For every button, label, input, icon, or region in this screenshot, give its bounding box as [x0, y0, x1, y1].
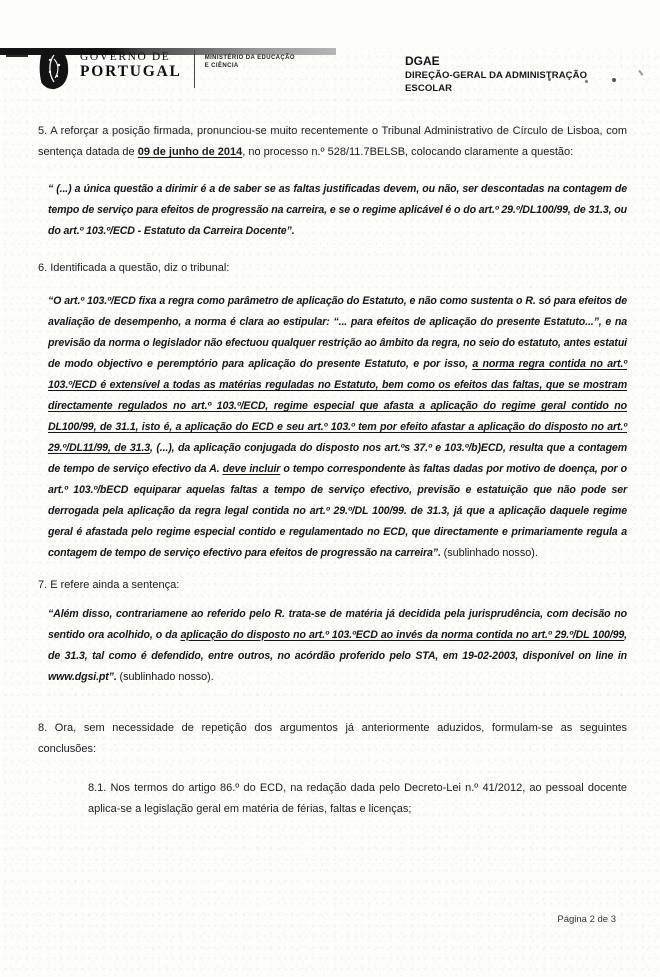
wordmark-line2: PORTUGAL: [80, 63, 182, 80]
quote-block-2: “O art.º 103.º/ECD fixa a regra como parâmetro de aplicação do Estatuto, e não como sustenta o R. só para efeitos de avaliação de desempenho, a norma é clara ao estipular: “... para efeitos de aplicação do presente Estatuto...”, e na previsão da norma o legislador não efectuou qualquer restrição ao âmbito da regra, no seio do estatuto, antes estatui de modo objectivo e peremptório para aplicação do presente Estatuto, e por isso, a norma regra contida no art.º 103.º/ECD é extensível a todas as matérias reguladas no Estatuto, bem como os efeitos das faltas, que se mostram directamente regulados no art.º 103.º/ECD, regime especial que afasta a aplicação do regime geral contido no DL100/99, de 31.1, isto é, a aplicação do ECD e seu art.º 103.º tem por efeito afastar a aplicação do disposto no art.º 29.º/DL11/99, de 31.3, (...), da aplicação conjugada do disposto nos art.ºs 37.º e 103.º/b)ECD, resulta que a contagem de tempo de serviço efectivo da A. deve incluir o tempo correspondente às faltas dadas por motivo de doença, por o art.º 103.º/bECD equiparar aquelas faltas a tempo de serviço efectivo, previsão e estatuição que não pode ser derrogada pela aplicação da regra legal contida no art.º 29.º/DL 100/99. de 31.3, já que a aplicação daquele regime geral é afastada pelo regime especial contido e regulamentado no ECD, que directamente e primariamente regula a contagem de tempo de serviço efectivo para efeitos de progressão na carreira”. (sublinhado nosso).: [48, 295, 627, 559]
quote-block-3: “Além disso, contrariamene ao referido pelo R. trata-se de matéria já decidida pela jurisprudência, com decisão no sentido ora acolhido, o da aplicação do disposto no art.º 103.ºECD ao invés da norma contida no art.º 29.º/DL 100/99, de 31.3, tal como é defendido, entre outros, no acórdão proferido pelo STA, em 19-02-2003, disponível on line in www.dgsi.pt”. (sublinhado nosso).: [48, 607, 627, 683]
paragraph-8: 8. Ora, sem necessidade de repetição dos argumentos já anteriormente aduzidos, formulam-se as seguintes conclusões:: [38, 721, 627, 755]
ministry-label: [205, 48, 295, 70]
paragraph-8-1: 8.1. Nos termos do artigo 86.º do ECD, na redação dada pelo Decreto-Lei n.º 41/2012, ao pessoal docente aplica-se a legislação geral em matéria de férias, faltas e licenças;: [88, 781, 627, 815]
org-abbr: DGAE: [405, 54, 440, 68]
wordmark-line1: GOVERNO DE: [80, 51, 171, 63]
governo-wordmark: [80, 48, 182, 80]
document-header: [38, 48, 627, 100]
scan-artifact-tick: [6, 55, 28, 57]
header-divider: [194, 50, 195, 88]
scan-speck: [639, 70, 644, 76]
quote-block-1: “ (...) a única questão a dirimir é a de saber se as faltas justificadas devem, ou não, ser descontadas na contagem de tempo de serviço para efeitos de progressão na carreira, e se o regime aplicável é o do art.º 29.º/DL100/99, de 31.3, ou do art.º 103.º/ECD - Estatuto da Carreira Docente”.: [48, 183, 627, 237]
page-number-label: Página 2 de 3: [557, 914, 616, 925]
org-name: DIREÇÃO-GERAL DA ADMINISTRAÇÃO ESCOLAR: [405, 70, 588, 94]
ministry-line2: E CIÊNCIA: [204, 63, 239, 69]
portugal-emblem-icon: [38, 48, 70, 90]
paragraph-5: 5. A reforçar a posição firmada, pronunciou-se muito recentemente o Tribunal Administrativo de Círculo de Lisboa, com sentença datada de 09 de junho de 2014, no processo n.º 528/11.7BELSB, colocando claramente a questão:: [38, 125, 627, 158]
paragraph-7: 7. E refere ainda a sentença:: [38, 578, 180, 591]
org-block: [405, 54, 627, 95]
paragraph-6: 6. Identificada a questão, diz o tribunal:: [38, 262, 230, 274]
ministry-line1: MINISTÉRIO DA EDUCAÇÃO: [204, 55, 295, 61]
scanned-document-page: [0, 48, 660, 977]
